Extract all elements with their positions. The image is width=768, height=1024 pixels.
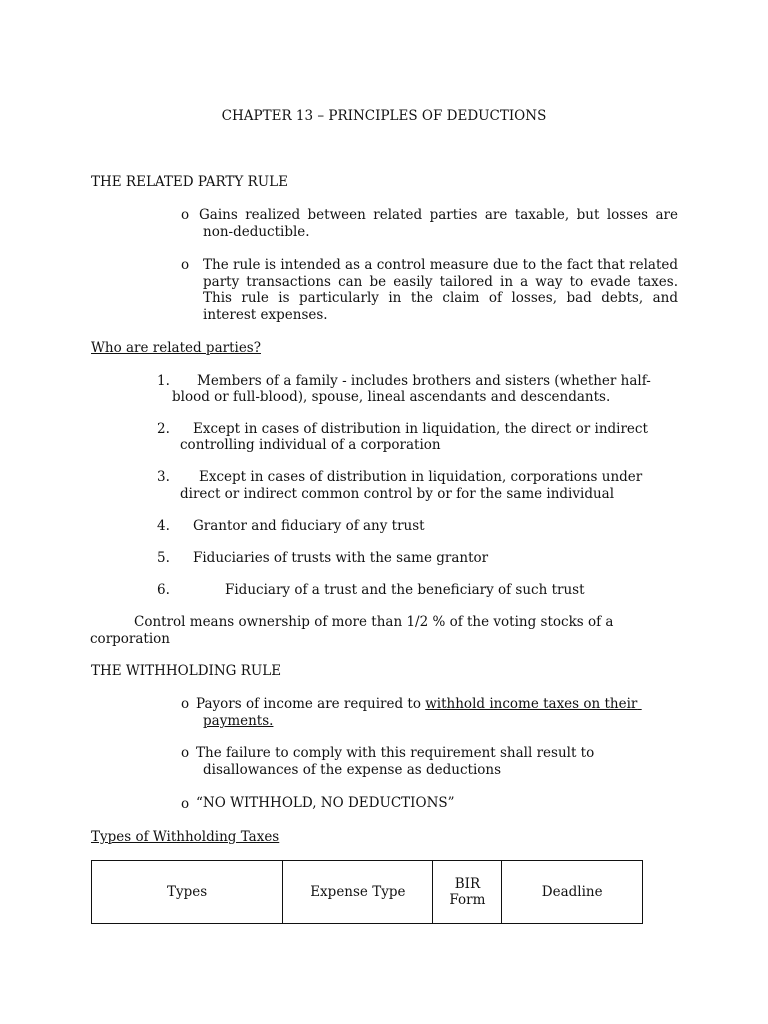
- list-item-text-cont: blood or full-blood), spouse, lineal ascendants and descendants.: [172, 389, 611, 405]
- withholding-bullet-1-text: Payors of income are required to: [196, 696, 426, 712]
- col-deadline: Deadline: [502, 861, 643, 924]
- list-item-text: Members of a family - includes brothers and sisters (whether half-: [197, 373, 651, 389]
- control-definition: Control means ownership of more than 1/2 % of the voting stocks of a: [134, 614, 614, 630]
- col-types: Types: [92, 861, 283, 924]
- related-party-bullet-1: Gains realized between related parties are taxable, but losses are non-deductible.: [199, 207, 678, 240]
- list-number: 2.: [157, 421, 170, 437]
- bullet-marker: o: [181, 257, 190, 273]
- list-number: 5.: [157, 550, 170, 566]
- bullet-marker: o: [181, 796, 190, 812]
- withholding-types-table: [91, 860, 643, 924]
- withholding-bullet-2-cont: disallowances of the expense as deductions: [203, 762, 502, 778]
- withholding-bullet-1: [196, 696, 642, 712]
- col-expense-type: Expense Type: [283, 861, 433, 924]
- col-bir-form: BIR Form: [433, 861, 502, 924]
- list-item-text-cont: controlling individual of a corporation: [180, 437, 441, 453]
- list-number: 4.: [157, 518, 170, 534]
- related-party-bullet-2: The rule is intended as a control measure due to the fact that related party transactions can be easily tailored in a way to evade taxes. This rule is particularly in the claim of losses, bad debts, and interest expenses.: [203, 257, 678, 323]
- control-definition-cont: corporation: [90, 631, 170, 647]
- table-header-row: [92, 861, 643, 924]
- page-title: CHAPTER 13 – PRINCIPLES OF DEDUCTIONS: [221, 108, 547, 124]
- bullet-marker: o: [181, 745, 190, 761]
- list-item-text: Except in cases of distribution in liquidation, the direct or indirect: [193, 421, 648, 437]
- related-party-heading: THE RELATED PARTY RULE: [91, 174, 288, 190]
- withholding-bullet-3: “NO WITHHOLD, NO DEDUCTIONS”: [196, 795, 455, 811]
- list-item-text-cont: direct or indirect common control by or for the same individual: [180, 486, 615, 502]
- withholding-bullet-2: The failure to comply with this requirement shall result to: [196, 745, 595, 761]
- withholding-bullet-1-cont: payments.: [203, 713, 274, 729]
- bullet-marker: o: [181, 696, 190, 712]
- types-heading: Types of Withholding Taxes: [91, 829, 280, 845]
- list-item-text: Except in cases of distribution in liquidation, corporations under: [199, 469, 643, 485]
- list-number: 1.: [157, 373, 170, 389]
- who-related-heading: Who are related parties?: [91, 340, 261, 356]
- list-number: 6.: [157, 582, 170, 598]
- withholding-bullet-1-underlined: withhold income taxes on their: [425, 696, 638, 712]
- list-number: 3.: [157, 469, 170, 485]
- withholding-heading: THE WITHHOLDING RULE: [91, 663, 282, 679]
- list-item-text: Grantor and fiduciary of any trust: [193, 518, 425, 534]
- list-item-text: Fiduciaries of trusts with the same grantor: [193, 550, 489, 566]
- bullet-marker: o: [181, 207, 190, 223]
- list-item-text: Fiduciary of a trust and the beneficiary of such trust: [225, 582, 585, 598]
